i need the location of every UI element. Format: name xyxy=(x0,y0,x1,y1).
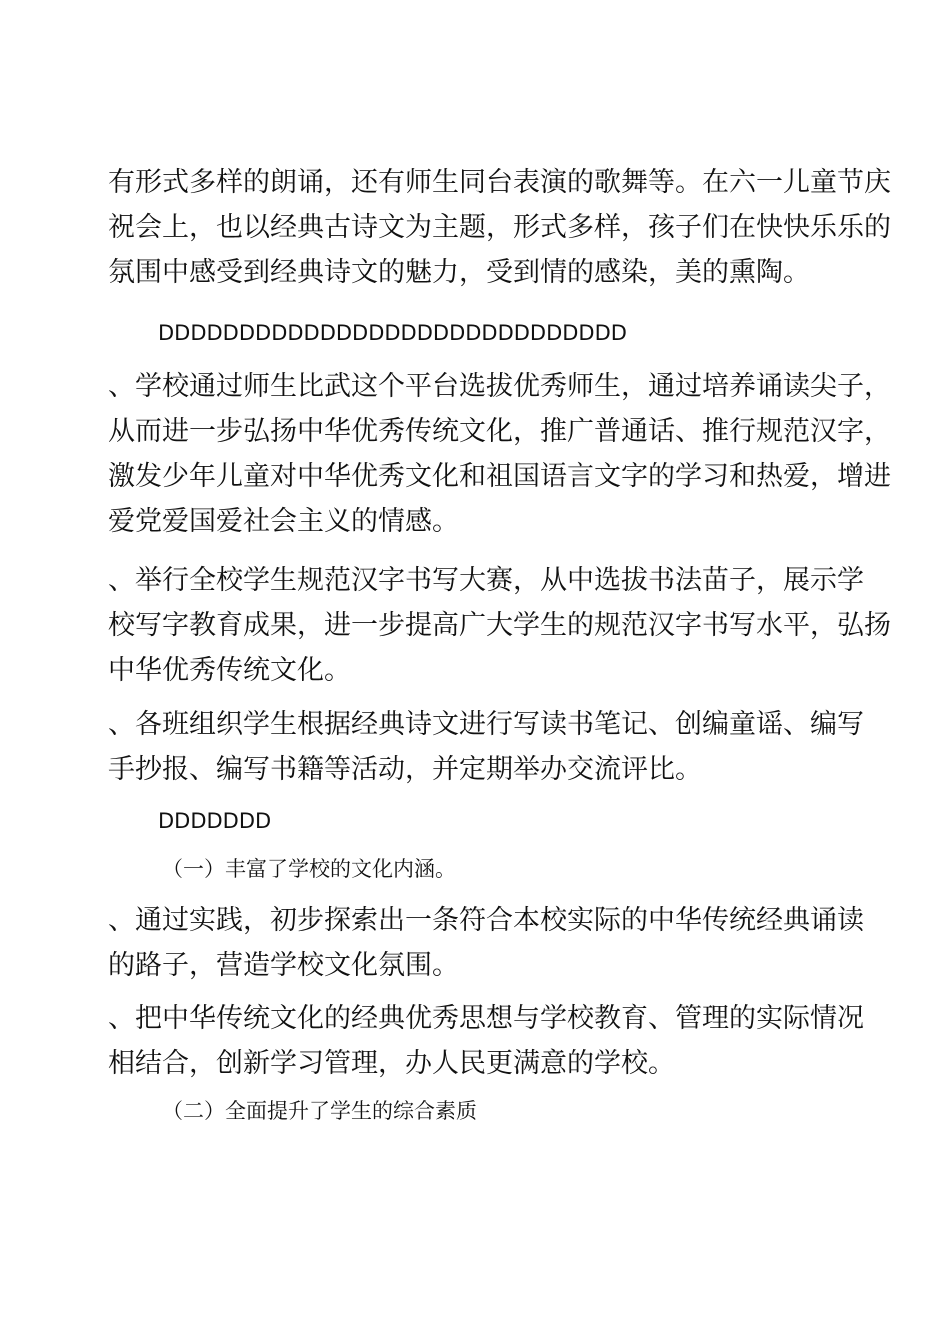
placeholder-heading-1: DDDDDDDDDDDDDDDDDDDDDDDDDDDDD xyxy=(158,321,627,345)
text-line: 手抄报、编写书籍等活动，并定期举办交流评比。 xyxy=(108,754,702,785)
subheading-culture: （一）丰富了学校的文化内涵。 xyxy=(162,857,456,881)
paragraph-integration xyxy=(108,996,864,1086)
text-line: 中华优秀传统文化。 xyxy=(108,655,351,686)
text-line: 氛围中感受到经典诗文的魅力，受到情的感染，美的熏陶。 xyxy=(108,257,810,288)
paragraph-festival xyxy=(108,160,891,295)
paragraph-class-activities xyxy=(108,702,864,792)
text-line: 、把中华传统文化的经典优秀思想与学校教育、管理的实际情况 xyxy=(108,1003,864,1034)
text-line: 校写字教育成果，进一步提高广大学生的规范汉字书写水平，弘扬 xyxy=(108,610,891,641)
text-line: 的路子，营造学校文化氛围。 xyxy=(108,950,459,981)
paragraph-teacher-competition xyxy=(108,364,891,544)
paragraph-calligraphy-contest xyxy=(108,558,891,693)
text-line: 、各班组织学生根据经典诗文进行写读书笔记、创编童谣、编写 xyxy=(108,709,864,740)
text-line: 祝会上，也以经典古诗文为主题，形式多样，孩子们在快快乐乐的 xyxy=(108,212,891,243)
text-line: 有形式多样的朗诵，还有师生同台表演的歌舞等。在六一儿童节庆 xyxy=(108,167,891,198)
text-line: 、通过实践，初步探索出一条符合本校实际的中华传统经典诵读 xyxy=(108,905,864,936)
text-line: 激发少年儿童对中华优秀文化和祖国语言文字的学习和热爱，增进 xyxy=(108,461,891,492)
text-line: 爱党爱国爱社会主义的情感。 xyxy=(108,506,459,537)
text-line: 从而进一步弘扬中华优秀传统文化，推广普通话、推行规范汉字， xyxy=(108,416,891,447)
subheading-student-quality: （二）全面提升了学生的综合素质 xyxy=(162,1099,477,1123)
paragraph-practice xyxy=(108,898,864,988)
placeholder-heading-2: DDDDDDD xyxy=(158,809,272,833)
text-line: 、学校通过师生比武这个平台选拔优秀师生，通过培养诵读尖子， xyxy=(108,371,891,402)
text-line: 、举行全校学生规范汉字书写大赛，从中选拔书法苗子，展示学 xyxy=(108,565,864,596)
text-line: 相结合，创新学习管理，办人民更满意的学校。 xyxy=(108,1048,675,1079)
